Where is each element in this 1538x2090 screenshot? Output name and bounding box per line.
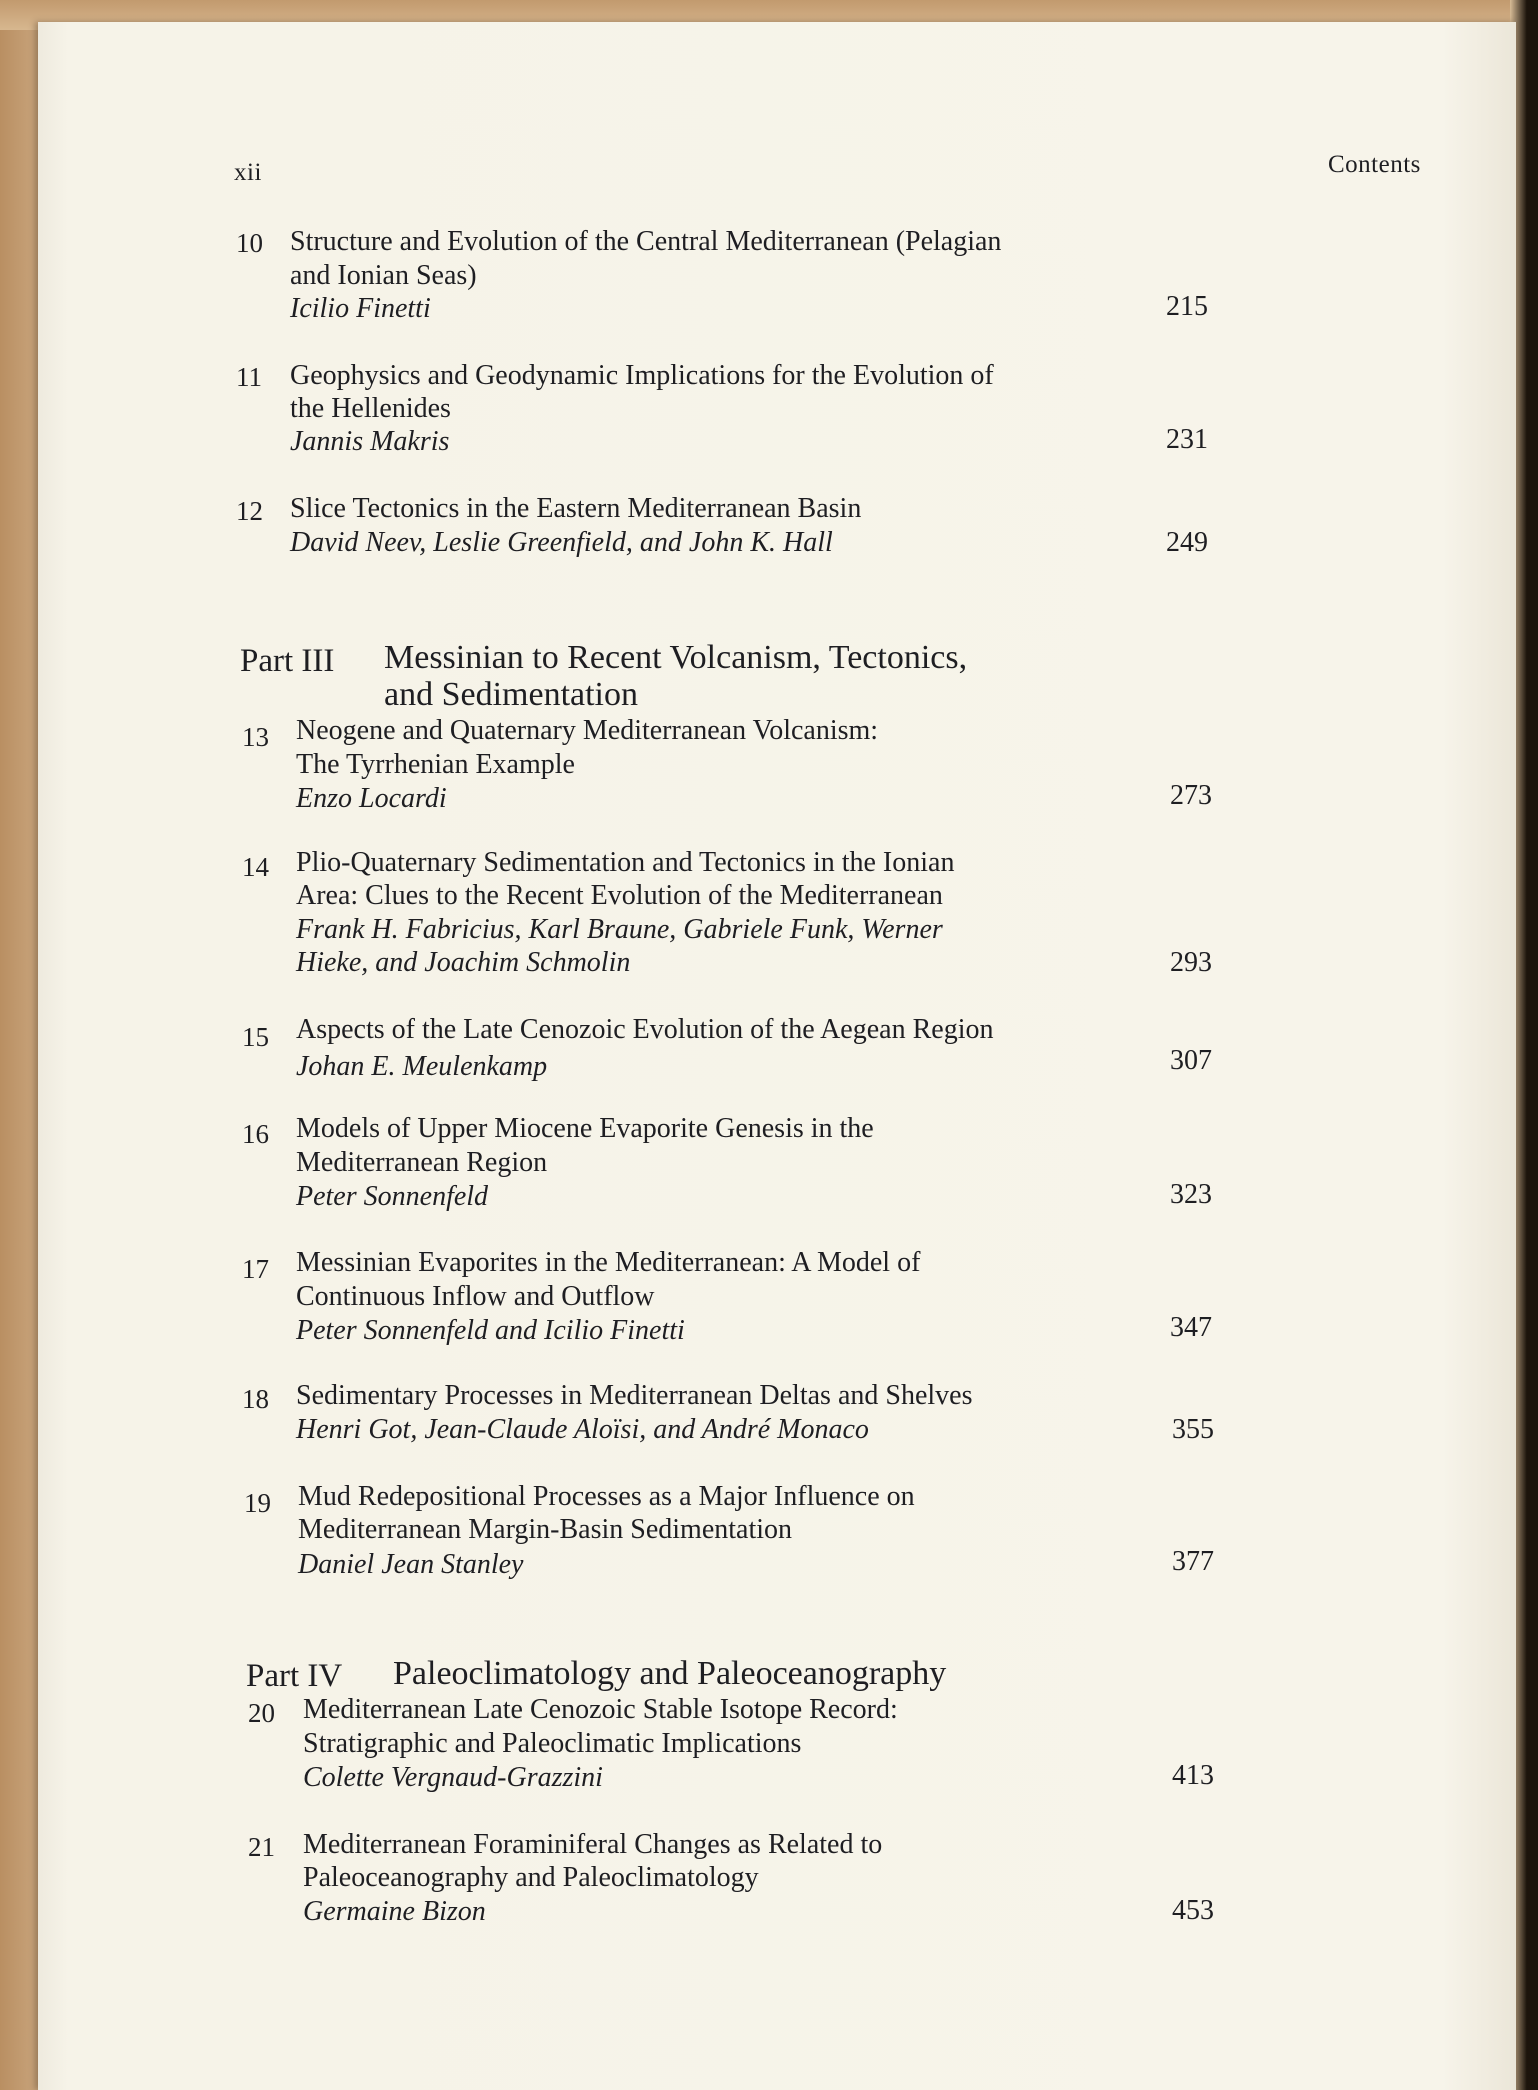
chapter-number: 16 <box>242 1119 269 1149</box>
chapter-number: 10 <box>236 228 263 258</box>
chapter-title-line: Mediterranean Region <box>296 1147 548 1178</box>
chapter-number: 14 <box>242 852 269 882</box>
chapter-page-number: 249 <box>1166 527 1208 558</box>
chapter-author: David Neev, Leslie Greenfield, and John K. Hall <box>290 527 833 558</box>
chapter-author: Jannis Makris <box>290 426 450 457</box>
chapter-author: Germaine Bizon <box>303 1896 486 1927</box>
chapter-page-number: 231 <box>1166 424 1208 455</box>
chapter-author: Icilio Finetti <box>290 293 431 324</box>
chapter-page-number: 377 <box>1172 1546 1214 1577</box>
chapter-number: 19 <box>244 1488 271 1518</box>
book-page <box>38 22 1516 2090</box>
chapter-title-line: Area: Clues to the Recent Evolution of the Mediterranean <box>296 880 943 911</box>
contents-page <box>38 22 1516 2090</box>
chapter-author: Peter Sonnenfeld and Icilio Finetti <box>296 1315 685 1346</box>
chapter-number: 18 <box>242 1384 269 1414</box>
chapter-title-line: Mediterranean Foraminiferal Changes as Related to <box>303 1829 883 1860</box>
chapter-title-line: Sedimentary Processes in Mediterranean Deltas and Shelves <box>296 1380 973 1411</box>
chapter-title-line: Models of Upper Miocene Evaporite Genesis in the <box>296 1113 874 1144</box>
chapter-author: Colette Vergnaud-Grazzini <box>303 1762 603 1793</box>
chapter-title-line: Mediterranean Margin-Basin Sedimentation <box>298 1514 793 1545</box>
chapter-number: 15 <box>242 1022 269 1052</box>
chapter-number: 11 <box>236 362 262 392</box>
chapter-page-number: 323 <box>1170 1179 1212 1210</box>
running-title: Contents <box>1328 151 1421 178</box>
chapter-page-number: 273 <box>1170 780 1212 811</box>
chapter-title-line: and Ionian Seas) <box>290 260 477 291</box>
chapter-title-line: Paleoceanography and Paleoclimatology <box>303 1862 759 1893</box>
chapter-author: Peter Sonnenfeld <box>296 1181 489 1212</box>
chapter-title-line: Aspects of the Late Cenozoic Evolution of the Aegean Region <box>296 1014 994 1045</box>
chapter-title-line: The Tyrrhenian Example <box>296 749 575 780</box>
chapter-title-line: Geophysics and Geodynamic Implications for the Evolution of <box>290 360 994 391</box>
chapter-page-number: 453 <box>1172 1895 1214 1926</box>
chapter-page-number: 347 <box>1170 1312 1212 1343</box>
chapter-number: 21 <box>248 1832 275 1862</box>
chapter-number: 12 <box>236 496 263 526</box>
chapter-title-line: Slice Tectonics in the Eastern Mediterranean Basin <box>290 493 862 524</box>
chapter-author: Hieke, and Joachim Schmolin <box>296 947 631 978</box>
chapter-author: Johan E. Meulenkamp <box>296 1051 548 1082</box>
page-number: xii <box>234 159 262 186</box>
chapter-title-line: Neogene and Quaternary Mediterranean Volcanism: <box>296 715 879 746</box>
part-title-line: Messinian to Recent Volcanism, Tectonics, <box>384 639 968 676</box>
part-label: Part IV <box>246 1658 343 1694</box>
chapter-page-number: 307 <box>1170 1045 1212 1076</box>
chapter-number: 20 <box>248 1698 275 1728</box>
chapter-title-line: Mud Redepositional Processes as a Major Influence on <box>298 1481 915 1512</box>
part-title-line: and Sedimentation <box>384 676 639 713</box>
chapter-number: 13 <box>242 722 269 752</box>
part-label: Part III <box>240 643 335 679</box>
chapter-title-line: Messinian Evaporites in the Mediterranean: A Model of <box>296 1247 921 1278</box>
chapter-number: 17 <box>242 1254 269 1284</box>
chapter-author: Frank H. Fabricius, Karl Braune, Gabriele Funk, Werner <box>296 914 943 945</box>
chapter-title-line: Plio-Quaternary Sedimentation and Tectonics in the Ionian <box>296 847 955 878</box>
chapter-page-number: 355 <box>1172 1414 1214 1445</box>
chapter-author: Daniel Jean Stanley <box>298 1549 524 1580</box>
chapter-author: Enzo Locardi <box>296 783 447 814</box>
chapter-title-line: Structure and Evolution of the Central Mediterranean (Pelagian <box>290 226 1002 257</box>
chapter-title-line: Mediterranean Late Cenozoic Stable Isotope Record: <box>303 1694 898 1725</box>
chapter-page-number: 293 <box>1170 947 1212 978</box>
chapter-page-number: 413 <box>1172 1760 1214 1791</box>
chapter-author: Henri Got, Jean-Claude Aloïsi, and André Monaco <box>296 1414 869 1445</box>
chapter-title-line: the Hellenides <box>290 393 451 424</box>
chapter-title-line: Continuous Inflow and Outflow <box>296 1281 655 1312</box>
chapter-title-line: Stratigraphic and Paleoclimatic Implications <box>303 1728 802 1759</box>
part-title-line: Paleoclimatology and Paleoceanography <box>393 1655 947 1692</box>
chapter-page-number: 215 <box>1166 291 1208 322</box>
